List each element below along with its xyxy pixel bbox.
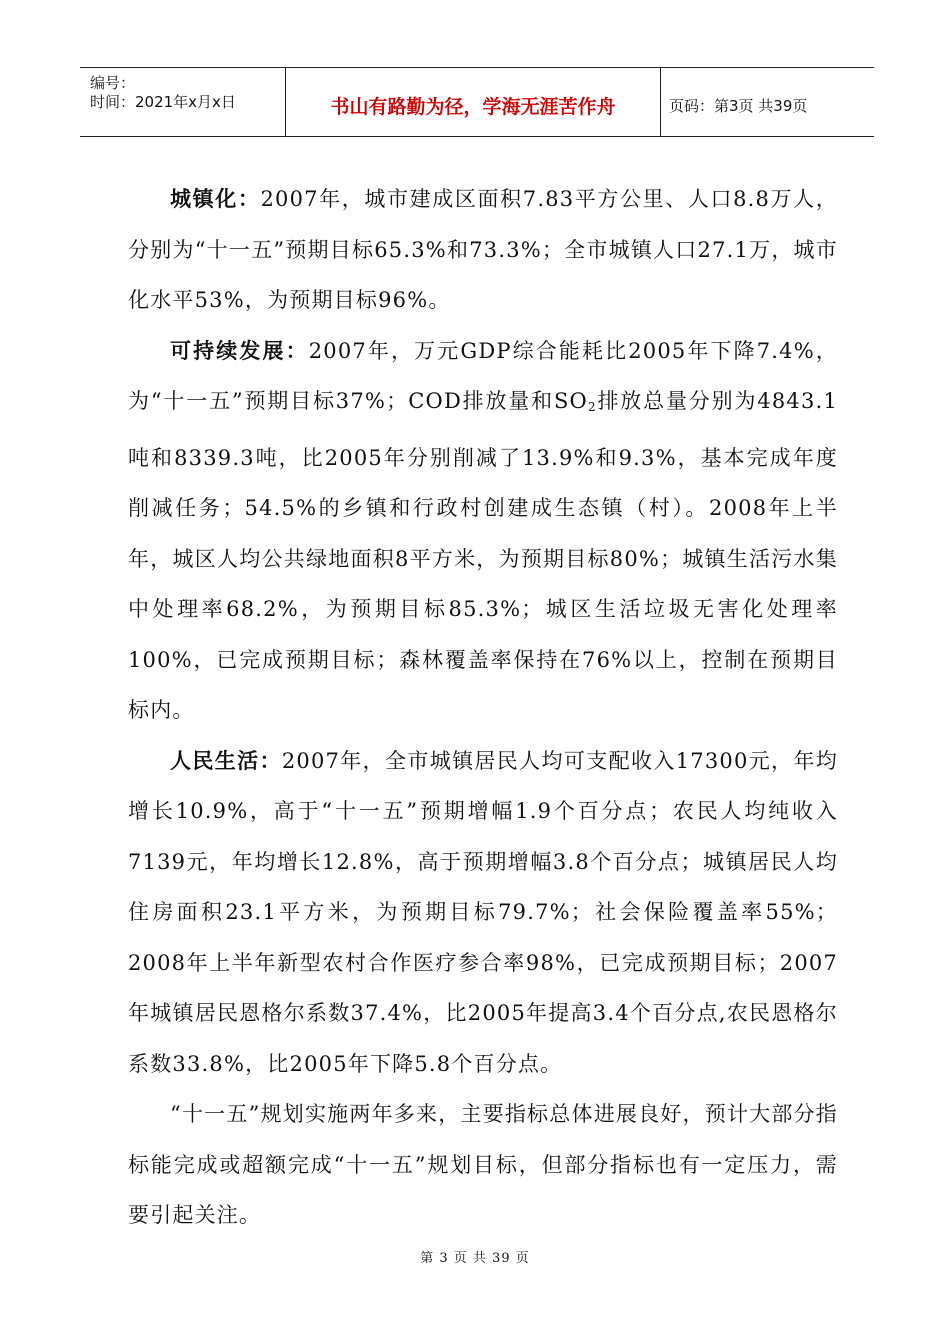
- page-footer: 第 3 页 共 39 页: [420, 1251, 530, 1266]
- document-time-label: 时间：2021年x月x日: [90, 93, 236, 111]
- paragraph-lead: 城镇化：: [170, 187, 261, 211]
- paragraph-lead: 可持续发展：: [170, 338, 309, 363]
- paragraph-text: 排放总量分别为4843.1吨和8339.3吨，比2005年分别削减了13.9%和9.3%，基本完成年度削减任务；54.5%的乡镇和行政村创建成生态镇（村）。2008年上半年，城区人均公共绿地面积8平方米，为预期目标80%；城镇生活污水集中处理率68.2%，为预期目标85.3%；城区生活垃圾无害化处理率100%，已完成预期目标；森林覆盖率保持在76%以上，控制在预期目标内。: [128, 389, 838, 722]
- paragraph-text: 2007年，城市建成区面积7.83平方公里、人口8.8万人，分别为“十一五”预期目标65.3%和73.3%；全市城镇人口27.1万，城市化水平53%，为预期目标96%。: [128, 187, 838, 312]
- page-header: [80, 67, 874, 137]
- paragraph-lead: 人民生活：: [170, 748, 282, 773]
- paragraph-urbanization: [128, 174, 838, 326]
- subscript-text: 2: [587, 400, 597, 414]
- document-number-label: 编号：: [90, 74, 136, 92]
- header-motto: 书山有路勤为径，学海无涯苦作舟: [286, 68, 661, 136]
- document-body: [128, 174, 838, 1241]
- paragraph-text: 2007年，全市城镇居民人均可支配收入17300元，年均增长10.9%，高于“十一五”预期增幅1.9个百分点；农民人均纯收入7139元，年均增长12.8%，高于预期增幅3.8个百分点；城镇居民人均住房面积23.1平方米，为预期目标79.7%；社会保险覆盖率55%；2008年上半年新型农村合作医疗参合率98%，已完成预期目标；2007年城镇居民恩格尔系数37.4%，比2005年提高3.4个百分点,农民恩格尔系数33.8%，比2005年下降5.8个百分点。: [128, 748, 838, 1076]
- header-meta: [80, 68, 286, 136]
- header-page-info: 页码：第3页 共39页: [669, 96, 808, 115]
- paragraph-summary: “十一五”规划实施两年多来，主要指标总体进展良好，预计大部分指标能完成或超额完成“十一五”规划目标，但部分指标也有一定压力，需要引起关注。: [128, 1102, 838, 1227]
- paragraph-text: 2007年，万元GDP综合能耗比2005年下降7.4%，为“十一五”预期目标37%；COD排放量和SO: [128, 338, 838, 413]
- paragraph-people-living: [128, 736, 838, 1090]
- paragraph-sustainable-development: [128, 326, 838, 736]
